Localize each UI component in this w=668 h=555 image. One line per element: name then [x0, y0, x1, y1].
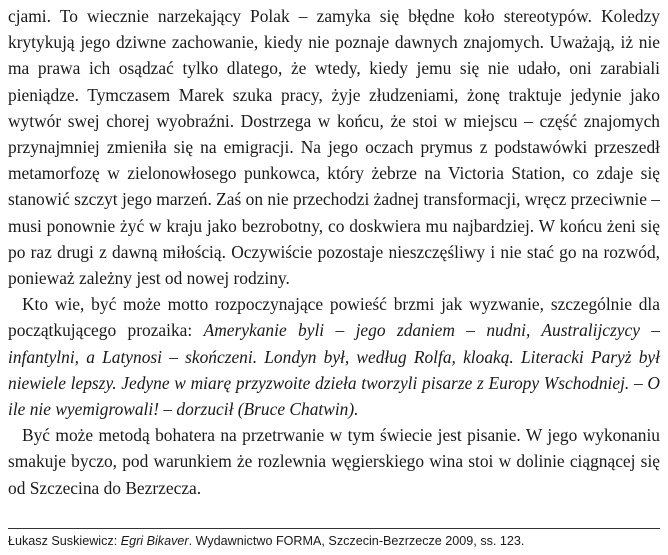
citation-publication: . Wydawnictwo FORMA, Szczecin-Bezrzecze 2009, ss. 123. — [188, 534, 525, 548]
citation-footer — [8, 533, 524, 549]
paragraph-2 — [8, 291, 660, 422]
paragraph-2-intro: Kto wie, być może motto rozpoczynające powieść brzmi jak wyzwanie, szczególnie dla początkującego prozaika: — [8, 294, 660, 341]
paragraph-2-quote: Amerykanie byli – jego zdaniem – nudni, Australijczycy – infantylni, a Latynosi – skończeni. Londyn był, według Rolfa, kloaką. Literacki Paryż był niewiele lepszy. Jedyne w miarę przyzwoite dzieła tworzyli pisarze z Europy Wschodniej. – O ile nie wyemigrowali! – dorzucił (Bruce Chatwin). — [8, 320, 660, 420]
citation-author: Łukasz Suskiewicz: — [8, 534, 121, 548]
paragraph-1: cjami. To wiecznie narzekający Polak – zamyka się błędne koło stereotypów. Koledzy krytykują jego dziwne zachowanie, kiedy nie poznaje dawnych znajomych. Uważają, iż nie ma prawa ich osądzać tylko dlatego, że wtedy, kiedy jemu się nie udało, oni zarabiali pieniądze. Tymczasem Marek szuka pracy, żyje złudzeniami, żonę traktuje jedynie jako wytwór swej chorej wyobraźni. Dostrzega w końcu, że stoi w miejscu – część znajomych przynajmniej zmieniła się na emigracji. Na jego oczach prymus z podstawówki przeszedł metamorfozę w zielonowłosego punkowca, który żebrze na Victoria Station, co zdaje się stanowić szczyt jego marzeń. Zaś on nie przechodzi żadnej transformacji, wręcz przeciwnie – musi ponownie żyć w kraju jako bezrobotny, co doskwiera mu najbardziej. W końcu żeni się po raz drugi z dawną miłością. Oczywiście pozostaje nieszczęśliwy i nie stać go na rozwód, ponieważ zależny jest od nowej rodziny. — [8, 6, 660, 289]
paragraph-3: Być może metodą bohatera na przetrwanie w tym świecie jest pisanie. W jego wykonaniu smakuje byczo, pod warunkiem że rozlewnia węgierskiego wina stoi w dolinie ciągnącej się od Szczecina do Bezrzecza. — [8, 425, 660, 498]
citation-book-title: Egri Bikaver — [120, 534, 189, 548]
footer-divider — [8, 528, 660, 529]
